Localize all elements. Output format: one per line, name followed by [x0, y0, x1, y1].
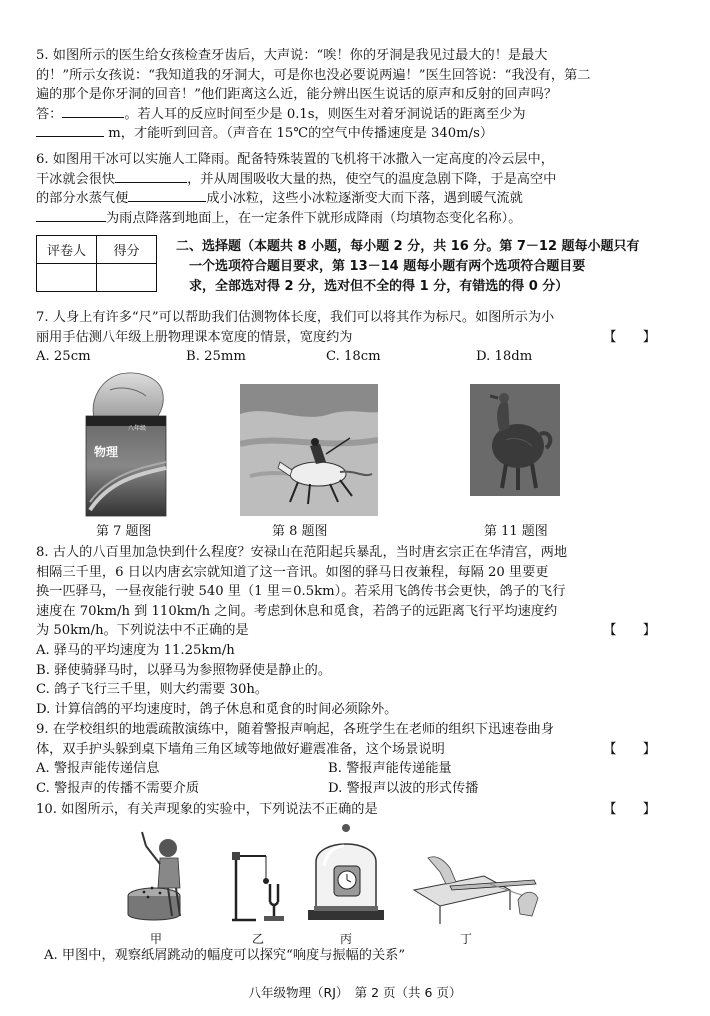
question-6: [36, 150, 636, 228]
q9-option-d[interactable]: D. 警报声以波的形式传播: [328, 780, 479, 796]
q6-line-2: [36, 170, 636, 190]
q5-line-4-text: 。若人耳的反应时间至少是 0.1s，则医生对着牙洞说话的距离至少为: [124, 106, 526, 122]
q8-option-c[interactable]: C. 鸽子飞行三千里，则大约需要 30h。: [36, 682, 269, 698]
q8-option-b[interactable]: B. 驿使骑驿马时，以驿马为参照物驿使是静止的。: [36, 662, 332, 678]
figure-10-yi-tuning-fork: [226, 848, 286, 924]
q8-line-5-text: 为 50km/h。下列说法中不正确的是: [36, 623, 249, 639]
q10-line-1-text: 10. 如图所示，有关声现象的实验中，下列说法不正确的是: [36, 802, 378, 817]
question-5: [36, 46, 636, 144]
q5-line-2: 的！”所示女孩说：“我知道我的牙洞大，可是你也没必要说两遍！”医生回答说：“我没有，第二: [36, 67, 591, 83]
figure-7-caption: 第 7 题图: [96, 524, 152, 539]
question-7: [36, 308, 656, 367]
question-9: [36, 720, 656, 798]
figure-10-label-jia: 甲: [150, 932, 163, 946]
score-table: [36, 235, 157, 292]
q5-answer-blank[interactable]: [62, 105, 124, 118]
q10-option-a-row: [36, 946, 636, 966]
figure-10-label-bing: 丙: [340, 932, 353, 946]
q8-answer-bracket[interactable]: 【 】: [603, 623, 656, 639]
figure-8-horseman: [240, 384, 378, 516]
q5-line-5-text: m，才能听到回音。（声音在 15℃的空气中传播速度是 340m/s）: [104, 126, 494, 142]
score-table-score-cell[interactable]: [97, 264, 157, 292]
q7-line-2: [36, 328, 656, 348]
q8-line-2: 相隔三千里，6 日以内唐玄宗就知道了这一音讯。如图的驿马日夜兼程，每隔 20 里要更: [36, 564, 549, 580]
q7-line-2-text: 丽用手估测八年级上册物理课本宽度的情景，宽度约为: [36, 329, 353, 345]
q7-line-1: 7. 人身上有许多“尺”可以帮助我们估测物体长度，我们可以将其作为标尺。如图所示为小: [36, 310, 555, 325]
q7-option-c[interactable]: C. 18cm: [326, 349, 381, 365]
q10-answer-bracket[interactable]: 【 】: [603, 802, 656, 817]
figure-11-bronze-vessel: [470, 384, 560, 496]
q9-option-b[interactable]: B. 警报声能传递能量: [328, 761, 452, 777]
q9-line-1: 9. 在学校组织的地震疏散演练中，随着警报声响起，各班学生在老师的组织下迅速卷曲身: [36, 722, 554, 737]
figure-10-label-ding: 丁: [460, 932, 473, 946]
section-2-header: [176, 237, 656, 297]
section-2-line-3: 求，全部选对得 2 分，选对但不全的得 1 分，有错选的得 0 分）: [189, 279, 569, 294]
question-10: [36, 800, 656, 820]
q6-line-4: [36, 209, 636, 229]
q7-answer-bracket[interactable]: 【 】: [603, 329, 656, 345]
q6-line-3-post: 成小冰粒，这些小冰粒逐渐变大而下落，遇到暖气流就: [206, 191, 523, 207]
q5-distance-blank[interactable]: [36, 124, 104, 137]
q5-line-5: [36, 124, 636, 144]
q8-line-3: 换一匹驿马，一昼夜能行驶 540 里（1 里＝0.5km）。若采用飞鸽传书会更快，鸽子的飞行: [36, 584, 566, 600]
q6-line-2-post: ，并从周围吸收大量的热，使空气的温度急剧下降，于是高空中: [187, 171, 557, 187]
q6-line-3: [36, 189, 636, 209]
q9-answer-bracket[interactable]: 【 】: [603, 741, 656, 757]
q5-line-4: [36, 105, 636, 125]
q6-blank-1[interactable]: [115, 170, 187, 183]
q9-option-a[interactable]: A. 警报声能传递信息: [36, 761, 160, 777]
q8-line-4: 速度在 70km/h 到 110km/h 之间。考虑到休息和觅食，若鸽子的远距离飞行平均速度约: [36, 603, 558, 619]
q6-line-1: 6. 如图用干冰可以实施人工降雨。配备特殊装置的飞机将干冰撒入一定高度的冷云层中，: [36, 152, 554, 167]
q8-option-d[interactable]: D. 计算信鸽的平均速度时，鸽子休息和觅食的时间必须除外。: [36, 701, 398, 717]
figure-7-hand-book: [80, 370, 172, 518]
figure-10-label-yi: 乙: [252, 932, 265, 946]
q7-option-d[interactable]: D. 18dm: [476, 349, 533, 365]
q5-answer-prefix: 答：: [36, 106, 63, 122]
q5-line-3: 遍的那个是你牙洞的回音！”他们距离这么近，能分辨出医生说话的原声和反射的回声吗？: [36, 87, 558, 103]
q5-line-1: 5. 如图所示的医生给女孩检查牙齿后，大声说：“唉！你的牙洞是我见过最大的！是最大: [36, 48, 548, 63]
q8-line-1: 8. 古人的八百里加急快到什么程度？安禄山在范阳起兵暴乱，当时唐玄宗正在华清宫，两地: [36, 545, 568, 560]
q9-option-c[interactable]: C. 警报声的传播不需要介质: [36, 780, 200, 796]
q9-line-2: [36, 740, 656, 760]
q7-option-a[interactable]: A. 25cm: [36, 349, 91, 365]
figure-10-jia-drum: [124, 826, 196, 924]
q10-option-a[interactable]: A. 甲图中，观察纸屑跳动的幅度可以探究“响度与振幅的关系”: [44, 948, 406, 963]
q9-options-row-2: [36, 779, 636, 799]
figure-11-caption: 第 11 题图: [484, 524, 548, 539]
question-8: [36, 543, 656, 719]
section-2-line-2: 一个选项符合题目要求，第 13－14 题每小题有两个选项符合题目要: [189, 259, 586, 274]
q6-blank-3[interactable]: [36, 209, 106, 222]
q8-option-a[interactable]: A. 驿马的平均速度为 11.25km/h: [36, 642, 235, 658]
q6-line-4-post: 为雨点降落到地面上，在一定条件下就形成降雨（均填物态变化名称）。: [106, 210, 522, 226]
q6-line-3-pre: 的部分水蒸气便: [36, 191, 129, 207]
page-footer: 八年级物理（RJ） 第 2 页（共 6 页）: [248, 985, 462, 1000]
q6-blank-2[interactable]: [128, 189, 206, 202]
q6-line-2-pre: 干冰就会很快: [36, 171, 116, 187]
score-table-header-grader: 评卷人: [37, 236, 97, 264]
figure-10-ding-ruler: [410, 850, 546, 924]
score-table-grader-cell[interactable]: [37, 264, 97, 292]
section-2-line-1: 二、选择题（本题共 8 小题，每小题 2 分，共 16 分。第 7－12 题每小题只有: [176, 239, 640, 254]
q9-line-2-text: 体，双手护头躲到桌下墙角三角区域等地做好避震准备，这个场景说明: [36, 741, 445, 757]
figure-10-bing-bell-jar: [304, 822, 388, 924]
q10-line-1: [36, 800, 656, 820]
q8-line-5: [36, 621, 656, 641]
figure-8-caption: 第 8 题图: [272, 524, 328, 539]
q9-options-row-1: [36, 759, 636, 779]
score-table-header-score: 得分: [97, 236, 157, 264]
q7-option-b[interactable]: B. 25mm: [186, 349, 246, 365]
figure-7-book-title: 物理: [94, 445, 119, 459]
q7-options: [36, 347, 636, 367]
figure-7-book-grade: 八年级: [128, 425, 147, 432]
